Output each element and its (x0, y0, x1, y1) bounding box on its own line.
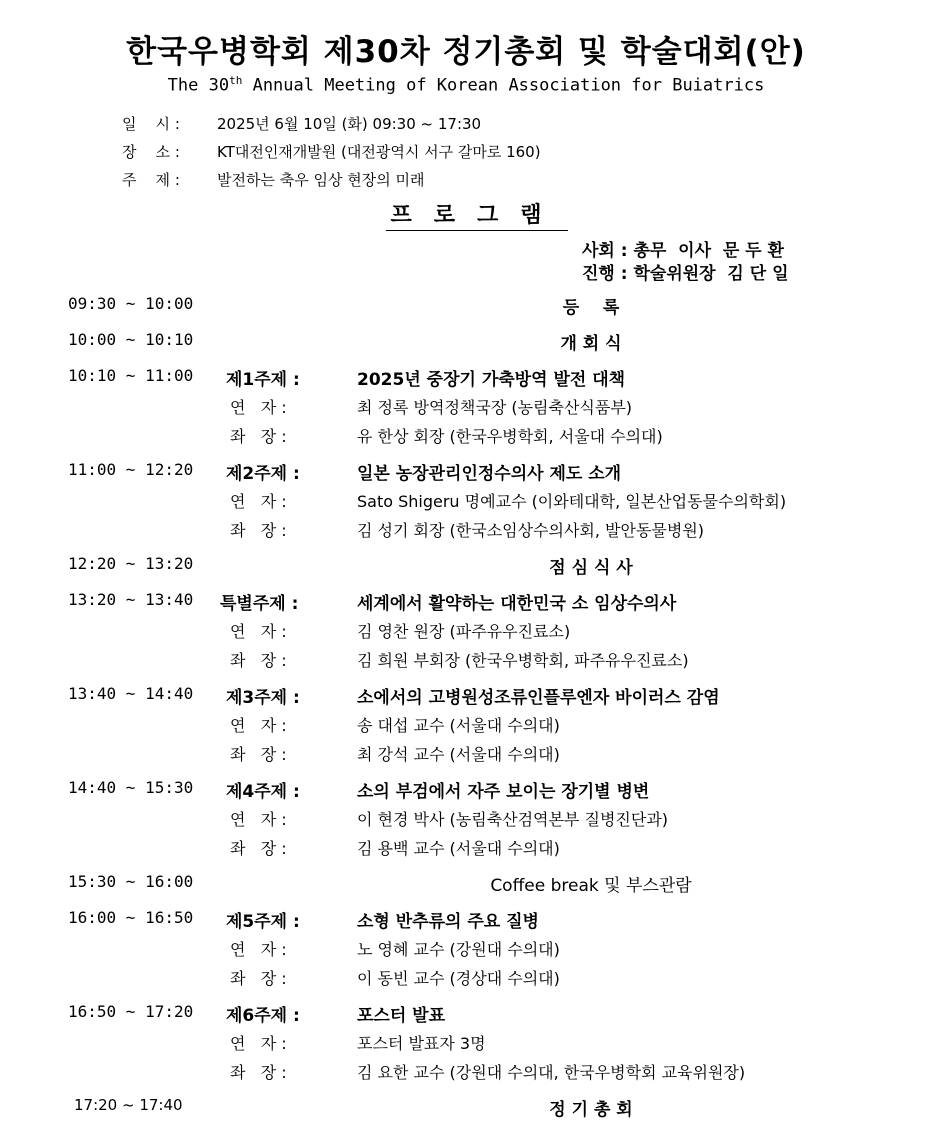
schedule-event-registration: 등 록 (562, 298, 620, 318)
session-speaker: 최 정록 방역정책국장 (농림축산식품부) (357, 398, 633, 417)
session-speaker: 김 영찬 원장 (파주유우진료소) (357, 622, 571, 641)
subtitle-post: Annual Meeting of Korean Association for Buiatrics (242, 75, 765, 96)
session-speaker: 포스터 발표자 3명 (357, 1034, 486, 1053)
program-heading (0, 198, 932, 229)
session-label: 제2주제 : (226, 464, 300, 484)
schedule-time: 11:00 ~ 12:20 (68, 460, 194, 479)
schedule-time: 09:30 ~ 10:00 (68, 294, 194, 313)
speaker-label: 연 자 : (230, 622, 287, 641)
info-date-label: 일 시 : (122, 115, 180, 133)
info-theme-label: 주 제 : (122, 171, 180, 189)
session-chair: 김 성기 회장 (한국소임상수의사회, 발안동물병원) (357, 521, 705, 540)
info-place-value: KT대전인재개발원 (대전광역시 서구 갈마로 160) (217, 143, 541, 161)
session-speaker: 노 영혜 교수 (강원대 수의대) (357, 940, 560, 959)
session-label: 제3주제 : (226, 688, 300, 708)
page-subtitle (0, 74, 932, 96)
schedule-event-lunch: 점 심 식 사 (549, 558, 633, 578)
schedule-event-general-meeting: 정 기 총 회 (549, 1100, 633, 1120)
speaker-label: 연 자 : (230, 492, 287, 511)
session-label: 제1주제 : (226, 370, 300, 390)
schedule-time: 13:20 ~ 13:40 (68, 590, 194, 609)
session-topic: 소에서의 고병원성조류인플루엔자 바이러스 감염 (357, 688, 720, 708)
speaker-label: 연 자 : (230, 716, 287, 735)
schedule-time: 17:20 ~ 17:40 (74, 1096, 183, 1114)
session-topic: 2025년 중장기 가축방역 발전 대책 (357, 370, 626, 390)
session-chair: 김 요한 교수 (강원대 수의대, 한국우병학회 교육위원장) (357, 1063, 746, 1082)
schedule-time: 16:50 ~ 17:20 (68, 1002, 194, 1021)
chair-label: 좌 장 : (230, 745, 287, 764)
program-heading-text: 프로그램 (386, 203, 567, 231)
speaker-label: 연 자 : (230, 940, 287, 959)
staff-host: 진행 : 학술위원장 김 단 일 (582, 264, 789, 284)
staff-moderator: 사회 : 총무 이사 문 두 환 (582, 241, 784, 261)
session-speaker: 이 현경 박사 (농림축산검역본부 질병진단과) (357, 810, 669, 829)
speaker-label: 연 자 : (230, 810, 287, 829)
session-label: 제5주제 : (226, 912, 300, 932)
chair-label: 좌 장 : (230, 521, 287, 540)
subtitle-pre: The 30 (167, 75, 230, 96)
chair-label: 좌 장 : (230, 969, 287, 988)
subtitle-sup: th (229, 74, 243, 87)
info-theme-value: 발전하는 축우 임상 현장의 미래 (217, 171, 425, 189)
schedule-time: 10:10 ~ 11:00 (68, 366, 194, 385)
session-chair: 유 한상 회장 (한국우병학회, 서울대 수의대) (357, 427, 663, 446)
schedule-time: 12:20 ~ 13:20 (68, 554, 194, 573)
speaker-label: 연 자 : (230, 1034, 287, 1053)
info-date-value: 2025년 6월 10일 (화) 09:30 ~ 17:30 (217, 115, 482, 133)
chair-label: 좌 장 : (230, 651, 287, 670)
schedule-time: 14:40 ~ 15:30 (68, 778, 194, 797)
session-topic: 세계에서 활약하는 대한민국 소 임상수의사 (357, 594, 677, 614)
session-chair: 이 동빈 교수 (경상대 수의대) (357, 969, 560, 988)
schedule-time: 16:00 ~ 16:50 (68, 908, 194, 927)
schedule-event-opening: 개 회 식 (560, 334, 622, 354)
session-speaker: Sato Shigeru 명예교수 (이와테대학, 일본산업동물수의학회) (357, 492, 787, 511)
session-label: 제6주제 : (226, 1006, 300, 1026)
schedule-time: 15:30 ~ 16:00 (68, 872, 194, 891)
session-label: 제4주제 : (226, 782, 300, 802)
page-title: 한국우병학회 제30차 정기총회 및 학술대회(안) (126, 34, 806, 70)
session-chair: 최 강석 교수 (서울대 수의대) (357, 745, 560, 764)
session-topic: 일본 농장관리인정수의사 제도 소개 (357, 464, 622, 484)
schedule-time: 10:00 ~ 10:10 (68, 330, 194, 349)
session-topic: 포스터 발표 (357, 1006, 446, 1026)
schedule-time: 13:40 ~ 14:40 (68, 684, 194, 703)
info-place-label: 장 소 : (122, 143, 180, 161)
speaker-label: 연 자 : (230, 398, 287, 417)
session-chair: 김 용백 교수 (서울대 수의대) (357, 839, 560, 858)
session-label: 특별주제 : (220, 594, 299, 614)
info-theme (122, 169, 424, 190)
chair-label: 좌 장 : (230, 1063, 287, 1082)
chair-label: 좌 장 : (230, 427, 287, 446)
session-chair: 김 희원 부회장 (한국우병학회, 파주유우진료소) (357, 651, 689, 670)
info-place (122, 141, 541, 162)
info-date (122, 113, 481, 134)
schedule-event-coffee: Coffee break 및 부스관람 (490, 876, 692, 896)
session-topic: 소의 부검에서 자주 보이는 장기별 병변 (357, 782, 650, 802)
session-speaker: 송 대섭 교수 (서울대 수의대) (357, 716, 560, 735)
session-topic: 소형 반추류의 주요 질병 (357, 912, 539, 932)
chair-label: 좌 장 : (230, 839, 287, 858)
